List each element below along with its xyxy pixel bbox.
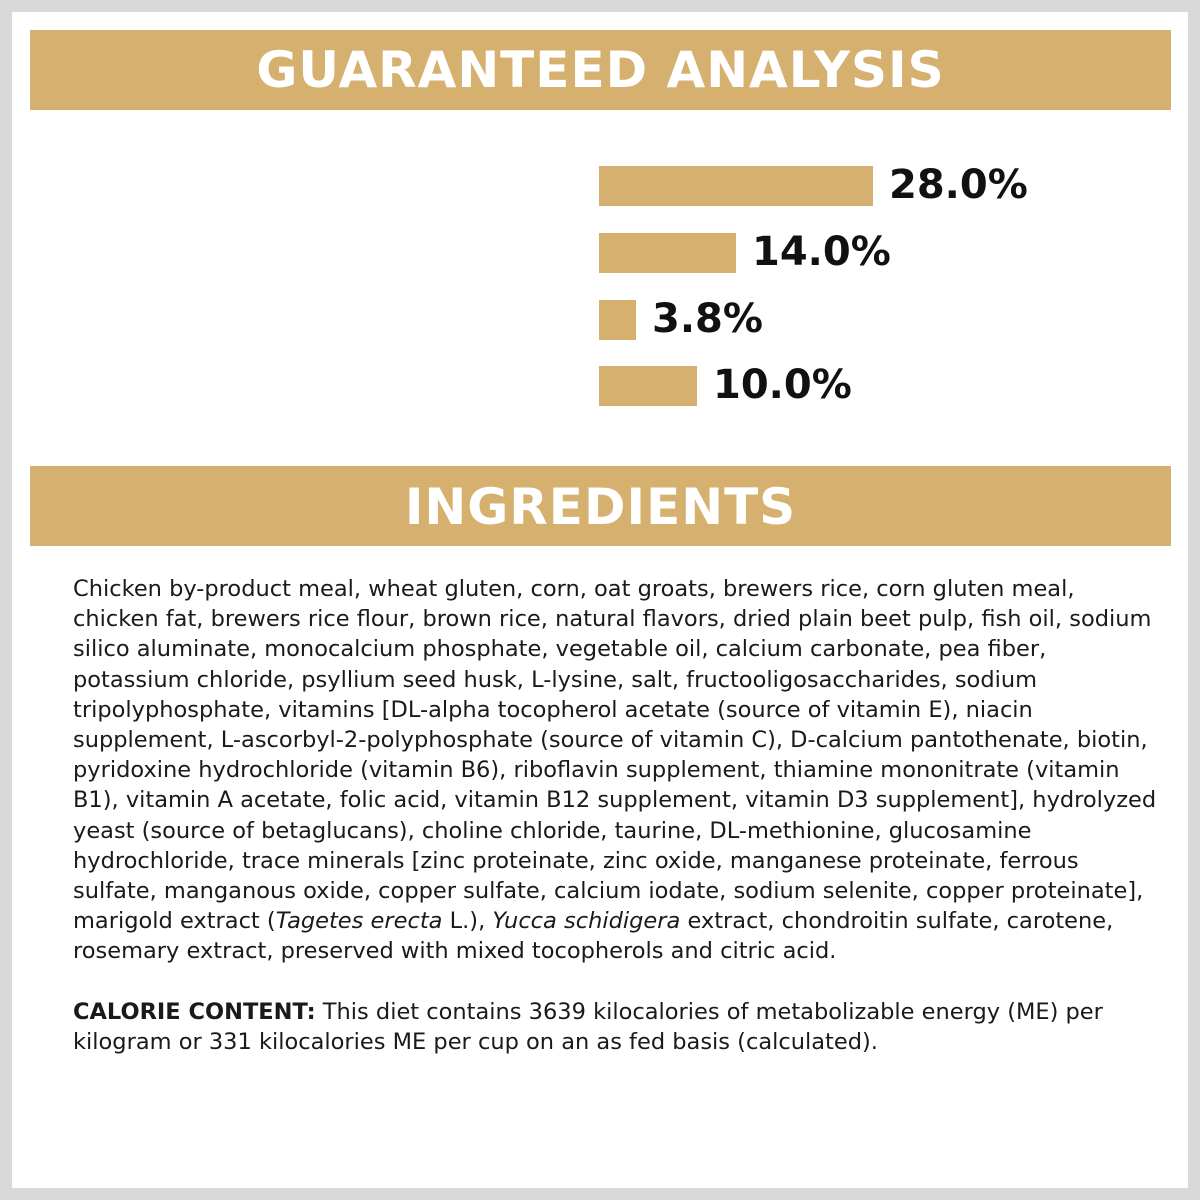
ga-value: 28.0%: [889, 162, 1028, 208]
ingredients-list: [73, 574, 1158, 967]
calorie-content-label: CALORIE CONTENT:: [73, 999, 316, 1025]
content-panel: [12, 12, 1188, 1188]
guaranteed-analysis-heading: GUARANTEED ANALYSIS: [256, 41, 945, 99]
ga-bar: [599, 366, 697, 406]
ingredients-italic-tagetes: Tagetes erecta: [275, 908, 443, 935]
ingredients-heading: INGREDIENTS: [404, 478, 797, 536]
ga-bar: [599, 166, 873, 206]
ingredients-text-part2: L.),: [442, 908, 493, 935]
ga-bar: [599, 300, 636, 340]
ingredients-italic-yucca: Yucca schidigera: [492, 908, 681, 935]
ingredients-text-part3: extract, chondroitin sulfate, carotene, rosemary extract, preserved with mixed tocopherols and citric acid.: [73, 908, 1114, 965]
ga-value: 10.0%: [713, 362, 852, 408]
ga-bar: [599, 233, 736, 273]
ingredients-text: [73, 574, 1158, 967]
ga-value: 14.0%: [752, 229, 891, 275]
ingredients-banner: [30, 466, 1171, 546]
ga-value: 3.8%: [652, 296, 763, 342]
guaranteed-analysis-banner: [30, 30, 1171, 110]
calorie-content: [73, 997, 1133, 1057]
calorie-content-text: This diet contains 3639 kilocalories of metabolizable energy (ME) per kilogram or 331 kilocalories ME per cup on an as fed basis (calculated).: [73, 999, 1103, 1056]
ingredients-text-part1: Chicken by-product meal, wheat gluten, corn, oat groats, brewers rice, corn gluten meal, chicken fat, brewers rice flour, brown rice, natural flavors, dried plain beet pulp, fish oil, sodium silico aluminate, monocalcium phosphate, vegetable oil, calcium carbonate, pea fiber, potassium chloride, psyllium seed husk, L-lysine, salt, fructooligosaccharides, sodium tripolyphosphate, vitamins [DL-alpha tocopherol acetate (source of vitamin E), niacin supplement, L-ascorbyl-2-polyphosphate (source of vitamin C), D-calcium pantothenate, biotin, pyridoxine hydrochloride (vitamin B6), riboflavin supplement, thiamine mononitrate (vitamin B1), vitamin A acetate, folic acid, vitamin B12 supplement, vitamin D3 supplement], hydrolyzed yeast (source of betaglucans), choline chloride, taurine, DL-methionine, glucosamine hydrochloride, trace minerals [zinc proteinate, zinc oxide, manganese proteinate, ferrous sulfate, manganous oxide, copper sulfate, calcium iodate, sodium selenite, copper proteinate], marigold extract (: [73, 576, 1157, 935]
